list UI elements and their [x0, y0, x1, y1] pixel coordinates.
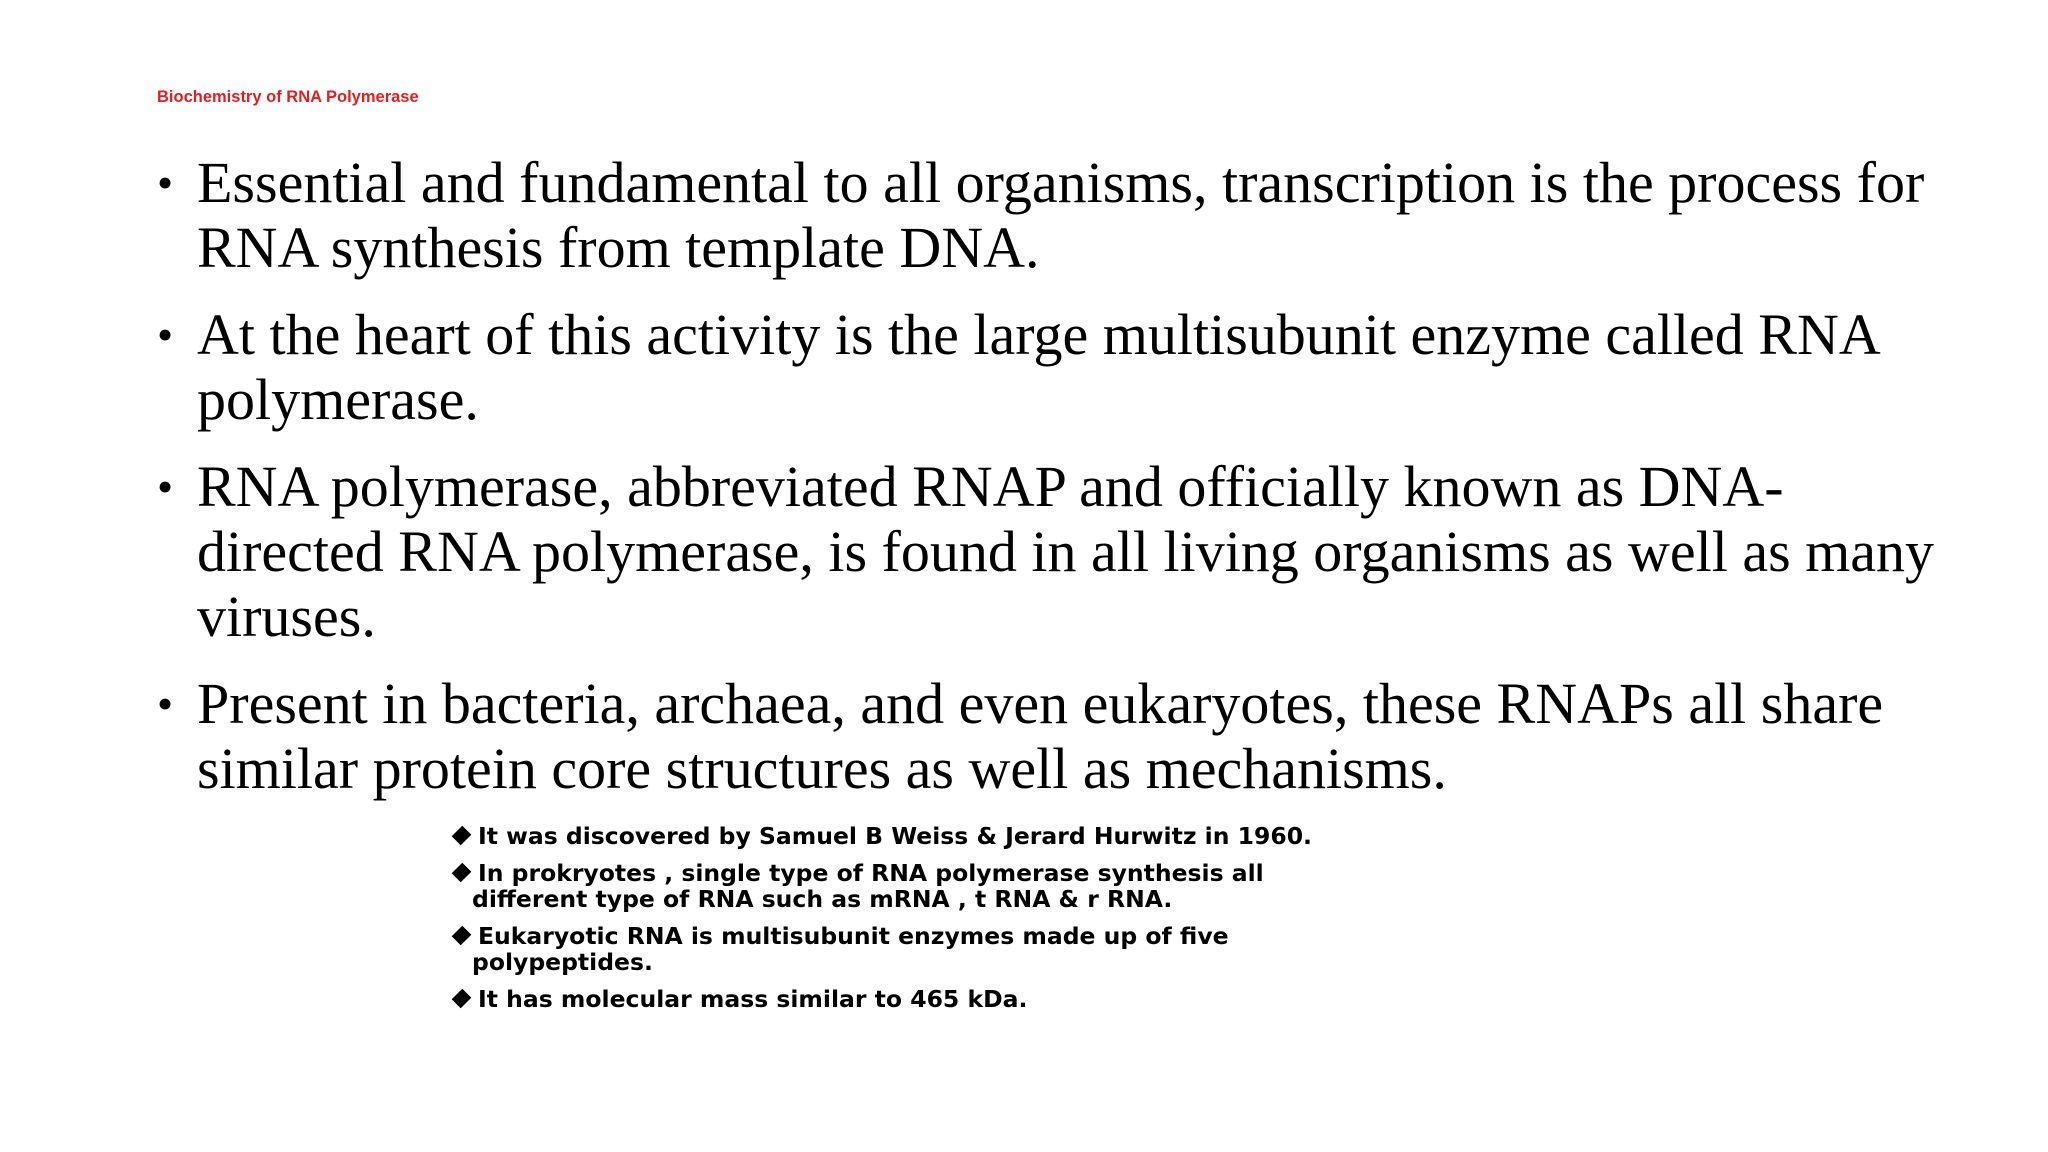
sub-bullet-item — [452, 986, 1332, 1013]
bullet-item — [157, 150, 1957, 280]
bullet-text: Present in bacteria, archaea, and even eukaryotes, these RNAPs all share similar protein core structures as well as mechanisms. — [197, 671, 1884, 801]
diamond-bullet-icon — [452, 826, 472, 846]
bullet-text: Essential and fundamental to all organisms, transcription is the process for RNA synthesis from template DNA. — [197, 150, 1925, 280]
bullet-item — [157, 454, 1957, 649]
slide-title: Biochemistry of RNA Polymerase — [157, 88, 419, 106]
bullet-dot-icon: • — [157, 678, 174, 729]
diamond-bullet-icon — [452, 862, 472, 882]
sub-bullet-item — [452, 823, 1332, 850]
sub-bullet-text: It has molecular mass similar to 465 kDa. — [478, 984, 1028, 1013]
sub-bullet-panel — [452, 823, 1332, 1022]
diamond-bullet-icon — [452, 925, 472, 945]
sub-bullet-text: Eukaryotic RNA is multisubunit enzymes made up of five polypeptides. — [472, 921, 1229, 976]
bullet-text: At the heart of this activity is the large multisubunit enzyme called RNA polymerase. — [197, 302, 1878, 432]
bullet-item — [157, 671, 1957, 801]
bullet-text: RNA polymerase, abbreviated RNAP and officially known as DNA-directed RNA polymerase, is found in all living organisms as well as many viruses. — [197, 454, 1935, 649]
sub-bullet-text: It was discovered by Samuel B Weiss & Jerard Hurwitz in 1960. — [478, 822, 1312, 850]
sub-bullet-item — [452, 923, 1332, 976]
sub-bullet-item — [452, 860, 1332, 913]
bullet-item — [157, 302, 1957, 432]
bullet-dot-icon: • — [157, 461, 174, 512]
bullet-dot-icon: • — [157, 157, 174, 208]
main-bullet-list — [157, 150, 1957, 823]
diamond-bullet-icon — [452, 988, 472, 1008]
sub-bullet-text: In prokryotes , single type of RNA polymerase synthesis all different type of RNA such as mRNA , t RNA & r RNA. — [472, 858, 1264, 913]
bullet-dot-icon: • — [157, 309, 174, 360]
